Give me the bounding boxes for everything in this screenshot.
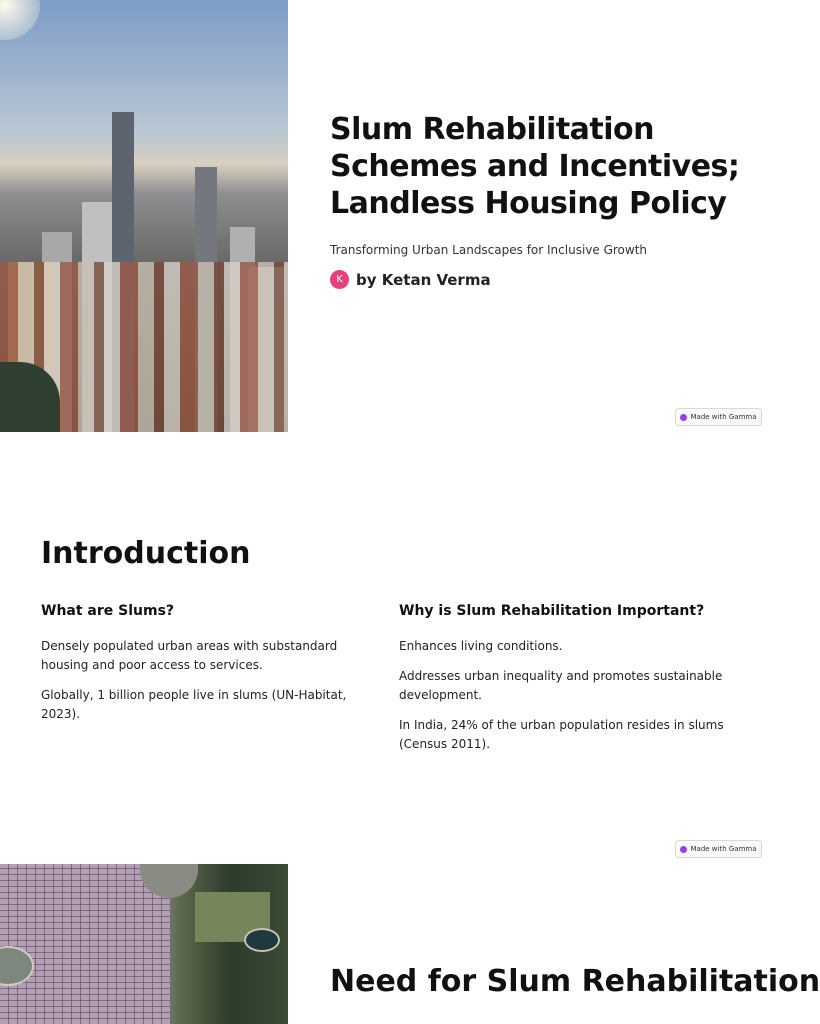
presentation-title: Slum Rehabilitation Schemes and Incentives; Landless Housing Policy (330, 112, 740, 221)
badge-label: Made with Gamma (690, 845, 757, 853)
slide-title: Introduction (41, 536, 251, 571)
gamma-logo-icon (680, 414, 687, 421)
what-are-slums-column (41, 602, 371, 735)
author-name: by Ketan Verma (356, 270, 491, 289)
gamma-logo-icon (680, 846, 687, 853)
point: Globally, 1 billion people live in slums (UN-Habitat, 2023). (41, 688, 347, 721)
column-heading: Why is Slum Rehabilitation Important? (399, 603, 705, 619)
point: Densely populated urban areas with substandard housing and poor access to services. (41, 639, 338, 672)
introduction-slide (0, 432, 768, 864)
title-block (330, 0, 764, 400)
presentation-subtitle: Transforming Urban Landscapes for Inclusive Growth (330, 243, 648, 257)
point: Enhances living conditions. (399, 639, 563, 653)
point: In India, 24% of the urban population resides in slums (Census 2011). (399, 718, 724, 751)
point: Addresses urban inequality and promotes sustainable development. (399, 669, 723, 702)
made-with-gamma-badge[interactable] (675, 840, 762, 858)
avatar: K (330, 270, 349, 289)
title-slide (0, 0, 768, 432)
column-heading: What are Slums? (41, 603, 175, 619)
city-skyline-image (0, 0, 288, 432)
aerial-map-image (0, 864, 288, 1024)
slide-title: Need for Slum Rehabilitation (330, 964, 820, 999)
need-slide (0, 864, 820, 1024)
made-with-gamma-badge[interactable] (675, 408, 762, 426)
author (330, 270, 764, 289)
badge-label: Made with Gamma (690, 413, 757, 421)
why-important-column (399, 602, 739, 765)
